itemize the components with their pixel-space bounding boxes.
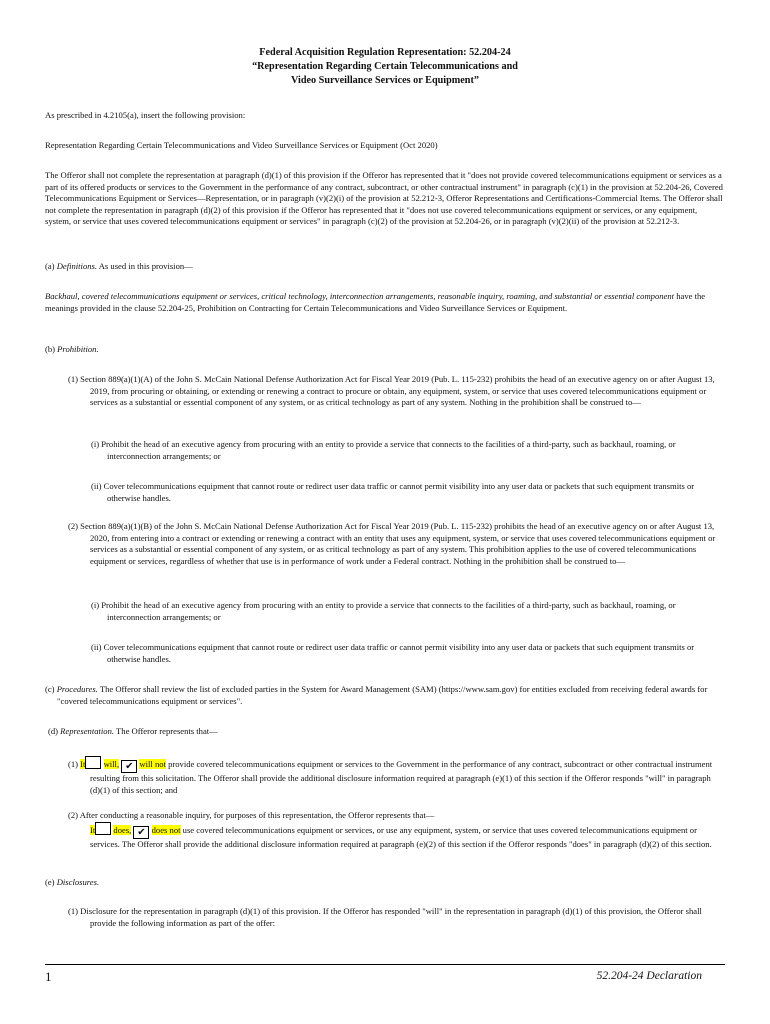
- definitions-title: Definitions.: [56, 261, 98, 271]
- footer-label: 52.204-24 Declaration: [596, 970, 702, 982]
- representation-item-2: [68, 810, 718, 850]
- title-line-2: “Representation Regarding Certain Telecommunications and: [252, 61, 518, 72]
- rep1-prefix: (1): [68, 759, 81, 769]
- rep2-does-label: does,: [113, 824, 132, 835]
- procedures-title: Procedures.: [56, 684, 98, 694]
- representation-item-1: [68, 756, 718, 796]
- representation-heading: [48, 726, 728, 738]
- footer-rule: [45, 964, 725, 965]
- prohibition-label: (b): [45, 344, 58, 354]
- definitions-terms-paragraph: [45, 291, 725, 314]
- prohibition-item-2: (2) Section 889(a)(1)(B) of the John S. McCain National Defense Authorization Act for Fiscal Year 2019 (Pub. L. 115-232) prohibits the head of an executive agency on or after August 13, 2020, from entering into a contract or extending or renewing a contract with an entity that uses any equipment, system, or service that uses covered telecommunications equipment or services as a substantial or essential component of any system, or as critical technology as part of any system. This prohibition applies to the use of covered telecommunications equipment or services, regardless of whether that use is in performance of work under a Federal contract. Nothing in the prohibition shall be construed to—: [68, 521, 716, 566]
- will-checkbox[interactable]: [85, 756, 101, 769]
- rep2-does-not-label: does not: [151, 824, 181, 835]
- representation-text: The Offeror represents that—: [114, 726, 218, 736]
- will-not-checkbox[interactable]: ✔: [121, 760, 137, 773]
- rep2-options: [90, 822, 718, 851]
- representation-title: Representation.: [60, 726, 115, 736]
- rep2-it: It: [90, 824, 96, 835]
- rep1-will-not-label: will not: [139, 759, 166, 769]
- prohibition-heading: [45, 344, 725, 356]
- definitions-terms-rest: have the meanings provided in the clause 52.204-25, Prohibition on Contracting for Certain Telecommunications and Video Surveillance Services or Equipment.: [45, 291, 706, 313]
- rep1-it: It: [80, 759, 86, 769]
- disclosures-heading: [45, 877, 725, 889]
- title-line-3: Video Surveillance Services or Equipment”: [291, 75, 479, 86]
- intro-text: As prescribed in 4.2105(a), insert the following provision:: [45, 110, 246, 120]
- defined-terms: Backhaul, covered telecommunications equipment or services, critical technology, interconnection arrangements, reasonable inquiry, roaming, and substantial or essential component: [45, 291, 675, 301]
- definitions-label: (a): [45, 261, 57, 271]
- disclosures-label: (e): [45, 877, 57, 887]
- prohibition-item-2-i: (i) Prohibit the head of an executive agency from procuring with an entity to provide a service that connects to the facilities of a third-party, such as backhaul, roaming, or interconnection arrangements; or: [91, 600, 676, 622]
- rep2-lead: (2) After conducting a reasonable inquiry, for purposes of this representation, the Offeror represents that—: [68, 810, 435, 820]
- provision-title: Representation Regarding Certain Telecommunications and Video Surveillance Services or Equipment (Oct 2020): [45, 140, 438, 150]
- title-line-1: Federal Acquisition Regulation Representation: 52.204-24: [259, 47, 511, 58]
- definitions-text: As used in this provision—: [97, 261, 193, 271]
- does-checkbox[interactable]: [95, 822, 111, 835]
- rep2-rest: use covered telecommunications equipment or services, or use any equipment, system, or service that uses covered telecommunications equipment or services. The Offeror shall provide the additional disclosure information required at paragraph (e)(2) of this section if the Offeror responds "does" in paragraph (d)(2) of this section.: [90, 824, 712, 849]
- document-title: [0, 46, 770, 88]
- procedures-label: (c): [45, 684, 57, 694]
- definitions-heading: [45, 261, 725, 273]
- offeror-paragraph: The Offeror shall not complete the representation at paragraph (d)(1) of this provision if the Offeror has represented that it "does not provide covered telecommunications equipment or services as a part of its offered products or services to the Government in the performance of any contract, subcontract, or other contractual instrument" in paragraph (c)(1) in the provision at 52.204-26, Covered Telecommunications Equipment or Services—Representation, or in paragraph (v)(2)(i) of the provision at 52.212-3, Offeror Representations and Certifications-Commercial Items. The Offeror shall not complete the representation in paragraph (d)(2) of this provision if the Offeror has represented that it "does not use covered telecommunications equipment or services, or any equipment, system, or service that uses covered telecommunications equipment or services" in paragraph (c)(2) of the provision at 52.204-26, or in paragraph (v)(2)(ii) of the provision at 52.212-3.: [45, 170, 723, 227]
- procedures-paragraph: [45, 684, 725, 707]
- page-number: 1: [45, 969, 52, 984]
- prohibition-item-1-ii: (ii) Cover telecommunications equipment that cannot route or redirect user data traffic or cannot permit visibility into any user data or packets that such equipment transmits or otherwise handles.: [91, 481, 695, 503]
- rep1-will-label: will,: [103, 759, 120, 769]
- disclosures-title: Disclosures.: [56, 877, 100, 887]
- prohibition-item-1: (1) Section 889(a)(1)(A) of the John S. McCain National Defense Authorization Act for Fiscal Year 2019 (Pub. L. 115-232) prohibits the head of an executive agency on or after August 13, 2019, from procuring or obtaining, or extending or renewing a contract to procure or obtain, any equipment, system, or service that uses covered telecommunications equipment or services as a substantial or essential component of any system, or as critical technology as part of any system. Nothing in the prohibition shall be construed to—: [68, 374, 715, 408]
- disclosures-item-1: (1) Disclosure for the representation in paragraph (d)(1) of this provision. If the Offeror has responded "will" in the representation in paragraph (d)(1) of this provision, the Offeror shall provide the following information as part of the offer:: [68, 906, 702, 928]
- prohibition-item-1-i: (i) Prohibit the head of an executive agency from procuring with an entity to provide a service that connects to the facilities of a third-party, such as backhaul, roaming, or interconnection arrangements; or: [91, 439, 676, 461]
- representation-label: (d): [48, 726, 61, 736]
- prohibition-item-2-ii: (ii) Cover telecommunications equipment that cannot route or redirect user data traffic or cannot permit visibility into any user data or packets that such equipment transmits or otherwise handles.: [91, 642, 695, 664]
- does-not-checkbox[interactable]: ✔: [133, 826, 149, 839]
- rep1-rest: provide covered telecommunications equipment or services to the Government in the performance of any contract, subcontract or other contractual instrument resulting from this solicitation. The Offeror shall provide the additional disclosure information required at paragraph (e)(1) of this section if the Offeror responds "will" in paragraph (d)(1) of this section; and: [90, 759, 713, 795]
- prohibition-title: Prohibition.: [57, 344, 99, 354]
- procedures-text: The Offeror shall review the list of excluded parties in the System for Award Management (SAM) (https://www.sam.gov) for entities excluded from receiving federal awards for "covered telecommunications equipment or services".: [57, 684, 708, 706]
